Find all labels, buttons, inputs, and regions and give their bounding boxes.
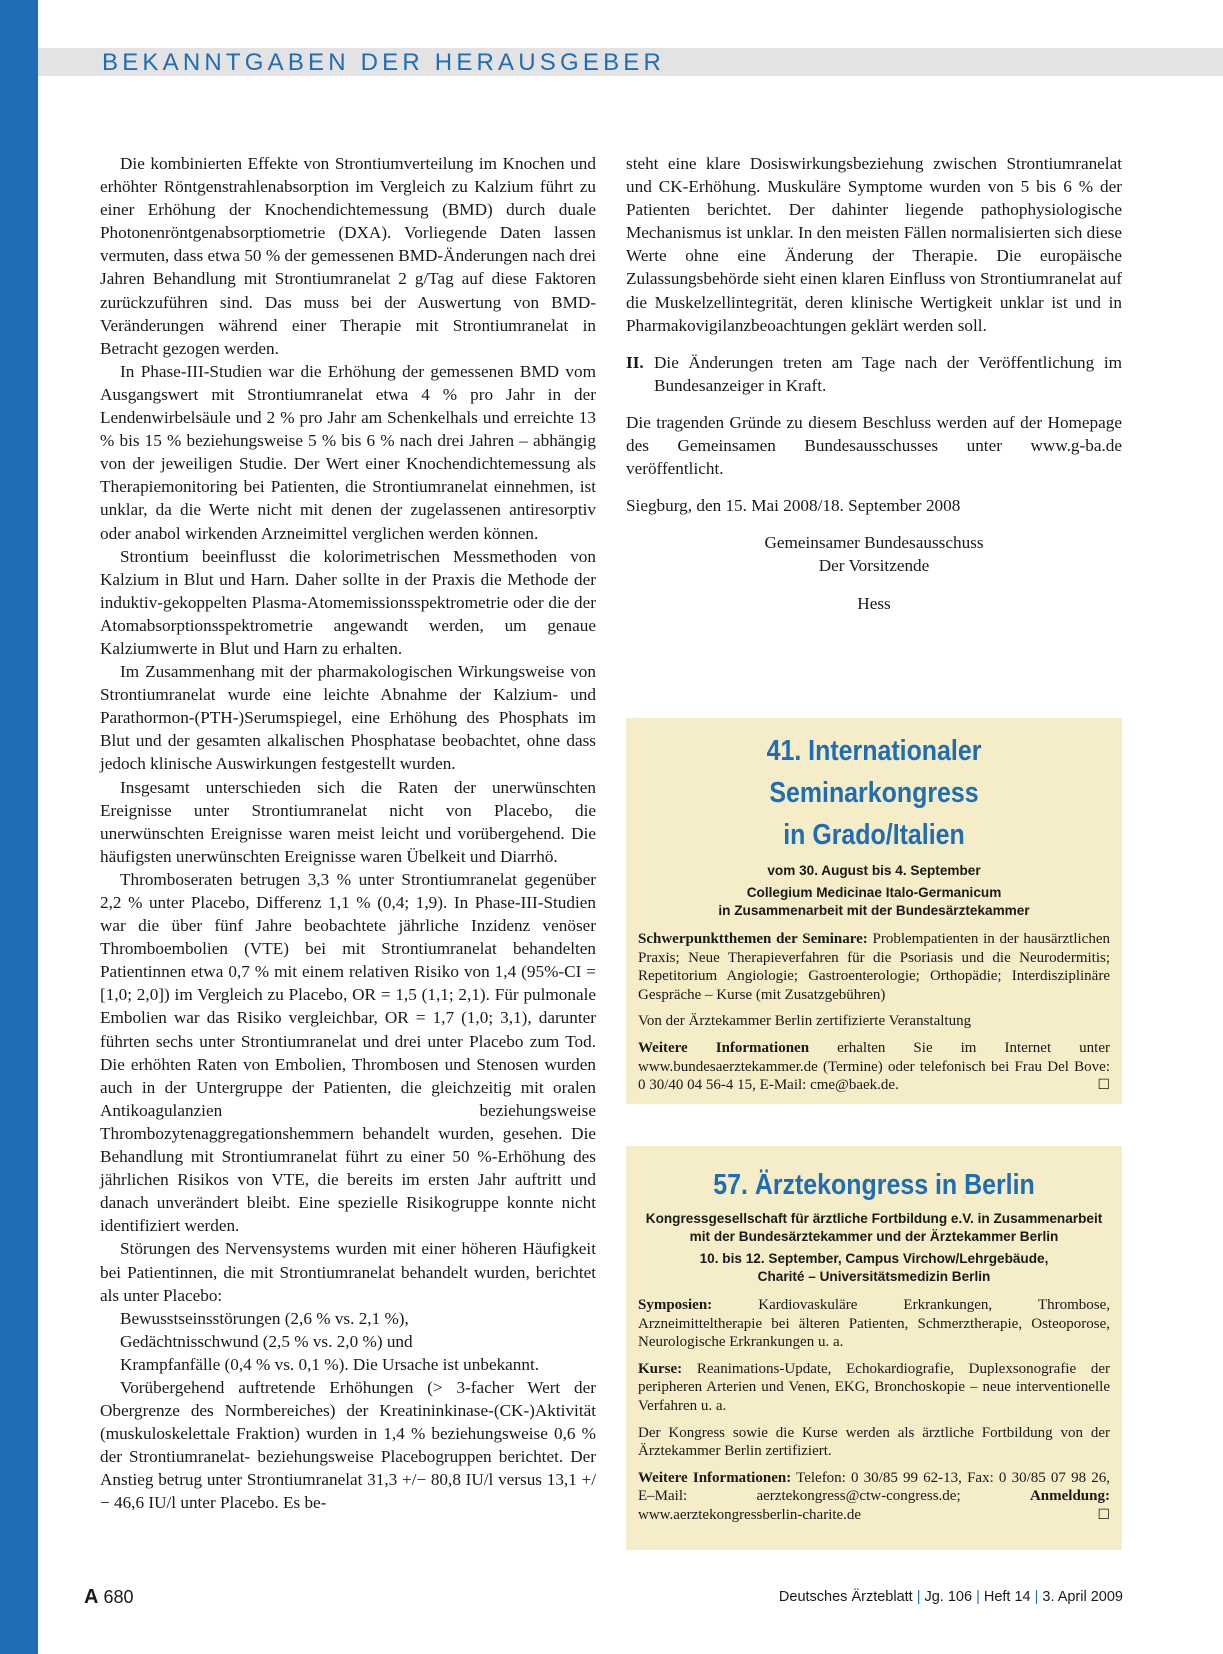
box-subtitle: in Zusammenarbeit mit der Bundesärztekammer	[718, 903, 1030, 918]
box-title: 41. Internationaler Seminarkongress	[766, 735, 982, 809]
list-item: Gedächtnisschwund (2,5 % vs. 2,0 %) und	[120, 1331, 413, 1351]
journal-issue: Heft 14	[983, 1589, 1031, 1605]
item-text: Die Änderungen treten am Tage nach der Veröffentlichung im Bundesanzeiger in Kraft.	[654, 352, 1122, 395]
list-item: Bewusstseinsstörungen (2,6 % vs. 2,1 %),	[120, 1308, 409, 1328]
box-subtitle: Collegium Medicinae Italo-Germanicum	[746, 885, 1002, 900]
right-column	[626, 152, 1122, 615]
reasons-paragraph: Die tragenden Gründe zu diesem Beschluss werden auf der Homepage des Gemeinsamen Bundesausschusses unter www.g-ba.de veröffentlicht.	[626, 412, 1122, 479]
certified-note: Der Kongress sowie die Kurse werden als ärztliche Fortbildung von der Ärztekammer Berlin zertifiziert.	[638, 1424, 1110, 1460]
paragraph: Thromboseraten betrugen 3,3 % unter Strontiumranelat gegenüber 2,2 % unter Placebo, Differenz 1,1 % (0,4; 1,9). In Phase-III-Studien war die über fünf Jahre beobachtete jährliche Inzidenz venöser Thromboembolien (VTE) bei mit Strontiumranelat behandelten Patientinnen etwa 0,7 % mit einem relativen Risiko von 1,4 (95%-CI = [1,0; 2,0]) im Vergleich zu Placebo, OR = 1,5 (1,1; 2,1). Für pulmonale Embolien war das Risiko vergleichbar, OR = 1,7 (1,0; 3,1), darunter führten sechs unter Strontiumranelat und drei unter Placebo zum Tod. Die erhöhten Raten von Embolien, Thrombosen und Stenosen wurden auch in der Untergruppe der Patienten, die gleichzeitig mit oralen Antikoagulanzien beziehungsweise Thrombozytenaggregationshemmern behandelt wurden, gesehen. Die Behandlung mit Strontiumranelat führt zu einer 50 %-Erhöhung des jährlichen Risikos von VTE, die bereits im ersten Jahr auftritt und danach unverändert bleibt. Eine spezielle Risikogruppe konnte nicht identifiziert werden.	[100, 869, 596, 1236]
topics-label: Schwerpunktthemen der Seminare:	[638, 931, 868, 947]
page-prefix: A	[84, 1586, 99, 1608]
paragraph: Insgesamt unterschieden sich die Raten der unerwünschten Ereignisse unter Strontiumranelat nicht von Placebo, die unerwünschten Ereignisse waren meist leicht und vorübergehend. Die häufigsten unerwünschten Ereignisse waren Übelkeit und Diarrhö.	[100, 777, 596, 866]
box-body	[626, 1296, 1122, 1525]
item-number: II.	[626, 352, 644, 372]
numbered-item	[626, 351, 1122, 397]
box-subtitle: 10. bis 12. September, Campus Virchow/Lehrgebäude, Charité – Universitätsmedizin Berlin	[699, 1251, 1049, 1284]
symposien-text: Kardiovaskuläre Erkrankungen, Thrombose, Arzneimitteltherapie bei älteren Patienten, Schmerztherapie, Osteoporose, Neurologische Erkrankungen u. a.	[638, 1297, 1110, 1351]
journal-name: Deutsches Ärzteblatt	[778, 1589, 913, 1605]
section-title: BEKANNTGABEN DER HERAUSGEBER	[102, 49, 666, 76]
place-date: Siegburg, den 15. Mai 2008/18. September 2008	[626, 496, 961, 516]
journal-volume: Jg. 106	[924, 1589, 973, 1605]
paragraph: steht eine klare Dosiswirkungsbeziehung zwischen Strontiumranelat und CK-Erhöhung. Muskuläre Symptome wurden von 5 bis 6 % der Patienten berichtet. Der dahinter liegende pathophysiologische Mechanismus ist unklar. In den meisten Fällen normalisierten sich diese Werte ohne eine Änderung der Therapie. Die europäische Zulassungsbehörde sieht einen klaren Einfluss von Strontiumranelat auf die Muskelzellintegrität, deren klinische Wertigkeit unklar ist und in Pharmakovigilanzbeoachtungen geklärt werden soll.	[626, 154, 1122, 335]
end-mark-icon: ☐	[1097, 1506, 1110, 1523]
journal-reference: Deutsches Ärzteblatt | Jg. 106 | Heft 14 | 3. April 2009	[778, 1589, 1123, 1605]
anmeldung-label: Anmeldung:	[1029, 1488, 1110, 1505]
list-item: Krampfanfälle (0,4 % vs. 0,1 %). Die Ursache ist unbekannt.	[120, 1354, 540, 1374]
info-text: erhalten Sie im Internet unter www.bundesaerztekammer.de (Termine) oder telefonisch bei Frau Del Bove: 0 30/40 04 56-4 15, E-Mail: cme@baek.de.	[638, 1039, 1110, 1094]
signatory-name: Hess	[857, 593, 891, 613]
organization: Gemeinsamer Bundesausschuss	[764, 533, 984, 553]
topics-text: Problempatienten in der hausärztlichen Praxis; Neue Therapieverfahren für die Psoriasis und die Neurodermitis; Repetitorium Angiologie; Gastroenterologie; Orthopädie; Interdisziplinäre Gespräche – Kurse (mit Zusatzgebühren)	[638, 931, 1110, 1003]
box-title: in Grado/Italien	[783, 819, 965, 851]
info-text: Telefon: 0 30/85 99 62-13, Fax: 0 30/85 07 98 26, E–Mail: aerztekongress@ctw-congress.de;	[638, 1469, 1110, 1505]
info-label: Weitere Informationen:	[638, 1469, 792, 1486]
paragraph: Im Zusammenhang mit der pharmakologischen Wirkungsweise von Strontiumranelat wurde eine leichte Abnahme der Kalzium- und Parathormon-(PTH-)Serumspiegel, eine Erhöhung des Phosphats im Blut und der gesamten alkalischen Phosphatase beobachtet, ohne dass jedoch klinische Auswirkungen festgestellt wurden.	[100, 662, 596, 774]
anmeldung-link[interactable]: www.aerztekongressberlin-charite.de	[638, 1506, 862, 1523]
journal-date: 3. April 2009	[1042, 1589, 1123, 1605]
side-color-bar	[0, 0, 38, 1654]
paragraph: Die kombinierten Effekte von Strontiumverteilung im Knochen und erhöhter Röntgenstrahlenabsorption im Vergleich zu Kalzium führt zu einer Erhöhung der Knochendichtemessung (BMD) durch duale Photonenröntgenabsorptiometrie (DXA). Vorliegende Daten lassen vermuten, dass etwa 50 % der gemessenen BMD-Änderungen nach drei Jahren Behandlung mit Strontiumranelat 2 g/Tag auf diese Faktoren zurückzuführen sind. Das muss bei der Auswertung von BMD-Veränderungen während einer Therapie mit Strontiumranelat in Betracht gezogen werden.	[100, 154, 596, 358]
left-column	[100, 152, 596, 1515]
box-subtitle: vom 30. August bis 4. September	[767, 863, 981, 878]
page-number-value: 680	[103, 1587, 134, 1607]
paragraph: Vorübergehend auftretende Erhöhungen (> 3-facher Wert der Obergrenze des Normbereiches) der Kreatininkinase-(CK-)Aktivität (muskuloskelettale Fraktion) wurden in 1,4 % beziehungsweise 0,6 % der Strontiumranelat- beziehungsweise Placebogruppen berichtet. Der Anstieg betrug unter Strontiumranelat 31,3 +/− 80,8 IU/l versus 13,1 +/− 46,6 IU/l unter Placebo. Es be-	[100, 1377, 596, 1513]
end-mark-icon: ☐	[1097, 1077, 1110, 1094]
seminar-announcement-box	[626, 718, 1122, 1104]
page-number	[84, 1586, 134, 1609]
congress-announcement-box	[626, 1146, 1122, 1550]
paragraph: In Phase-III-Studien war die Erhöhung der gemessenen BMD vom Ausgangswert mit Strontiumranelat etwa 4 % pro Jahr in der Lendenwirbelsäule und 2 % pro Jahr am Schenkelhals und erreichte 13 % bis 15 % beziehungsweise 5 % bis 6 % nach drei Jahren – abhängig von der jeweiligen Studie. Der Wert einer Knochendichtemessung als Therapiemonitoring bei Patienten, die Strontiumranelat einnehmen, ist unklar, da die Werte nicht mit denen der zugelassenen antiresorptiv oder anabol wirkenden Arzneimittel verglichen werden können.	[100, 361, 596, 543]
paragraph: Störungen des Nervensystems wurden mit einer höheren Häufigkeit bei Patientinnen, die mit Strontiumranelat behandelt wurden, berichtet als unter Placebo:	[100, 1239, 596, 1305]
box-body	[626, 930, 1122, 1095]
box-title: 57. Ärztekongress in Berlin	[713, 1169, 1035, 1201]
paragraph: Strontium beeinflusst die kolorimetrischen Messmethoden von Kalzium in Blut und Harn. Daher sollte in der Praxis die Methode der induktiv-gekoppelten Plasma-Atomemissionsspektrometrie oder die der Atomabsorptionsspektrometrie angewandt werden, um genaue Kalziumwerte in Blut und Harn zu erhalten.	[100, 546, 596, 658]
box-subtitle: Kongressgesellschaft für ärztliche Fortbildung e.V. in Zusammenarbeit mit der Bundesärztekammer und der Ärztekammer Berlin	[645, 1211, 1103, 1244]
certified-note: Von der Ärztekammer Berlin zertifizierte Veranstaltung	[638, 1013, 972, 1030]
signatory-role: Der Vorsitzende	[818, 556, 930, 576]
symposien-label: Symposien:	[638, 1297, 713, 1313]
kurse-label: Kurse:	[638, 1360, 683, 1377]
info-label: Weitere Informationen	[638, 1039, 810, 1056]
kurse-text: Reanimations-Update, Echokardiografie, Duplexsonografie der peripheren Arterien und Venen, EKG, Bronchoskopie – neue interventionelle Verfahren u. a.	[638, 1360, 1111, 1414]
